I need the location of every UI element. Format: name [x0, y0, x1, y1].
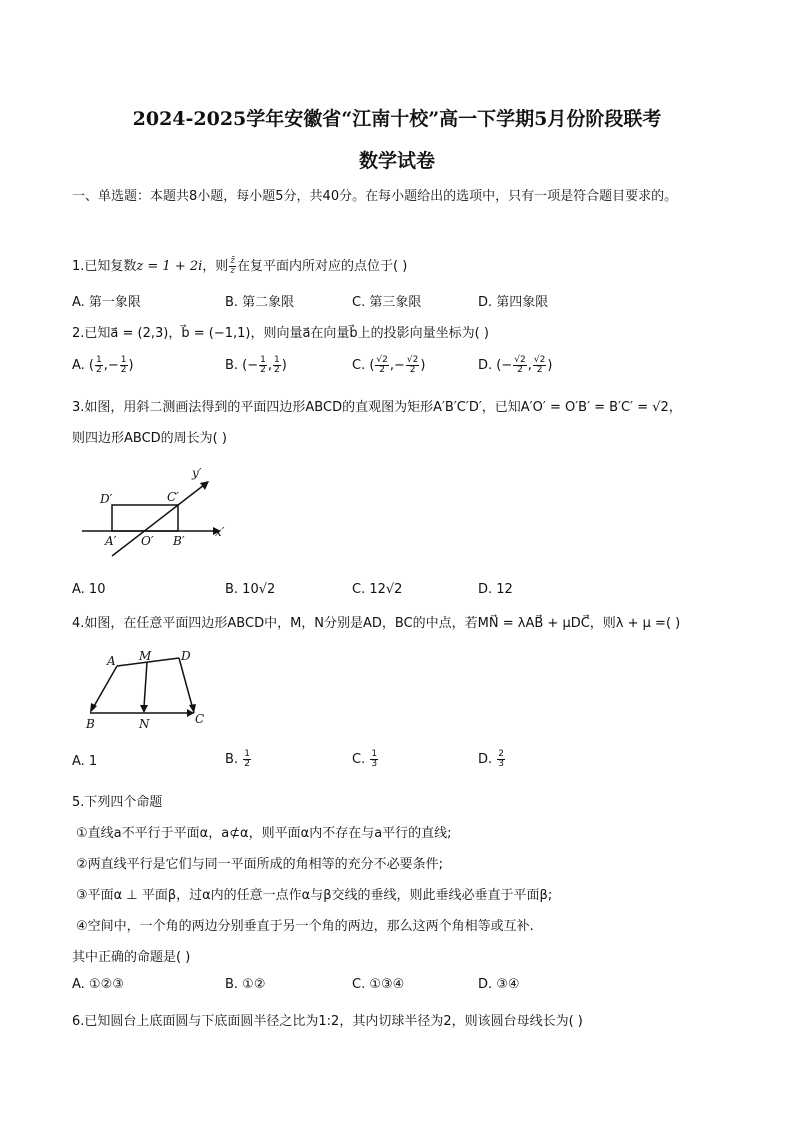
q4-option-b[interactable] [225, 750, 252, 769]
q1-fraction [229, 257, 236, 276]
frac-num: 2 [498, 749, 505, 759]
section-instructions: 一、单选题：本题共8小题，每小题5分，共40分。在每小题给出的选项中，只有一项是符合题目要求的。 [72, 189, 678, 204]
label-o: O′ [141, 534, 154, 548]
q2-option-b[interactable] [225, 356, 287, 375]
q1-stem-part: ，则 [202, 259, 229, 274]
frac-num: 1 [274, 355, 280, 365]
frac-num: 1 [244, 749, 250, 759]
frac-den: 2 [409, 365, 416, 375]
q2-frac [533, 356, 546, 375]
label-a: A′ [105, 534, 117, 548]
exam-subtitle: 数学试卷 [358, 150, 435, 172]
question-3-stem-line2: 则四边形ABCD的周长为( ) [72, 431, 227, 446]
rectangle-abcd [112, 505, 178, 531]
frac-den: 3 [498, 759, 505, 769]
q2-frac [259, 356, 267, 375]
q3-option-d[interactable]: D. 12 [478, 582, 513, 597]
q1-math: z = 1 + 2i [136, 259, 203, 274]
q1-stem-part: 在复平面内所对应的点位于( ) [237, 259, 408, 274]
q5-option-c[interactable]: C. ①③④ [352, 977, 405, 992]
q4-quadrilateral-figure [80, 643, 220, 733]
q4-frac [497, 750, 505, 769]
q2-frac [513, 356, 526, 375]
q5-statement-2: ②两直线平行是它们与同一平面所成的角相等的充分不必要条件; [76, 857, 444, 872]
q4-frac [243, 750, 251, 769]
q2-opt-sep: , [267, 358, 273, 373]
q2-frac [406, 356, 419, 375]
label-d: D′ [100, 492, 113, 506]
frac-num: 1 [260, 355, 266, 365]
label-a: A [107, 654, 116, 668]
frac-den: 2 [536, 365, 543, 375]
frac-den: 2 [244, 759, 250, 769]
q2-frac [273, 356, 281, 375]
q1-frac-num: z̄ [230, 256, 236, 266]
frac-num: 1 [96, 355, 102, 365]
q2-opt-label: A. ( [72, 358, 95, 373]
frac-den: 2 [274, 365, 280, 375]
q2-frac [120, 356, 128, 375]
mn-arrowhead [140, 705, 148, 713]
label-d: D [181, 649, 191, 663]
q3-option-b[interactable]: B. 10√2 [225, 582, 276, 597]
label-y: y′ [192, 466, 202, 480]
side-ab [93, 666, 117, 708]
label-n: N [139, 717, 150, 731]
question-1-stem [72, 255, 407, 276]
q5-option-b[interactable]: B. ①② [225, 977, 266, 992]
q2-option-c[interactable] [352, 356, 425, 375]
q5-question: 其中正确的命题是( ) [72, 950, 191, 965]
frac-den: 2 [517, 365, 523, 375]
q2-option-d[interactable] [478, 356, 552, 375]
q4-opt-label: C. [352, 752, 366, 767]
frac-den: 2 [260, 365, 266, 375]
q2-option-a[interactable] [72, 356, 134, 375]
q4-option-d[interactable] [478, 750, 506, 769]
label-m: M [139, 649, 152, 663]
q2-opt-label: B. (− [225, 358, 259, 373]
frac-num: 1 [120, 355, 127, 365]
frac-num: √2 [533, 355, 546, 365]
q2-opt-end: ) [128, 358, 134, 373]
frac-num: √2 [406, 355, 419, 365]
q4-option-a[interactable]: A. 1 [72, 754, 98, 769]
q5-option-d[interactable]: D. ③④ [478, 977, 520, 992]
label-b: B [86, 717, 95, 731]
q1-option-d[interactable]: D. 第四象限 [478, 295, 549, 310]
frac-num: √2 [376, 355, 388, 365]
ab-arrowhead [90, 703, 97, 713]
frac-den: 3 [371, 759, 378, 769]
segment-mn [144, 662, 147, 707]
q3-option-c[interactable]: C. 12√2 [352, 582, 403, 597]
q2-opt-sep: , [527, 358, 532, 373]
q5-statement-1: ①直线a不平行于平面α，a⊄α，则平面α内不存在与a平行的直线; [76, 826, 452, 841]
q2-frac [375, 356, 388, 375]
q3-option-a[interactable]: A. 10 [72, 582, 106, 597]
q2-opt-end: ) [420, 358, 426, 373]
q1-frac-den: z [230, 266, 236, 276]
q1-option-b[interactable]: B. 第二象限 [225, 295, 295, 310]
q4-frac [370, 750, 378, 769]
q4-option-c[interactable] [352, 750, 379, 769]
q1-stem-part: 1.已知复数 [72, 259, 137, 274]
label-x: x′ [215, 525, 225, 539]
question-5-stem: 5.下列四个命题 [72, 795, 163, 810]
label-c: C [195, 712, 205, 726]
q2-opt-end: ) [547, 358, 553, 373]
q2-opt-label: C. ( [352, 358, 375, 373]
q5-statement-3: ③平面α ⊥ 平面β，过α内的任意一点作α与β交线的垂线，则此垂线必垂直于平面β; [76, 888, 553, 903]
question-6-stem: 6.已知圆台上底面圆与下底面圆半径之比为1:2，其内切球半径为2，则该圆台母线长为( ) [72, 1014, 583, 1029]
q1-option-a[interactable]: A. 第一象限 [72, 295, 141, 310]
q4-opt-label: D. [478, 752, 493, 767]
q2-opt-sep: ,− [389, 358, 405, 373]
exam-title: 2024-2025学年安徽省“江南十校”高一下学期5月份阶段联考 [132, 108, 662, 130]
question-2-stem: 2.已知a⃗ = (2,3)，b⃗ = (−1,1)，则向量a⃗在向量b⃗上的投影向量坐标为( ) [72, 326, 489, 341]
frac-num: 1 [371, 749, 378, 759]
y-axis-arrowhead [200, 481, 209, 490]
q2-opt-sep: ,− [103, 358, 119, 373]
q5-option-a[interactable]: A. ①②③ [72, 977, 124, 992]
q4-opt-label: B. [225, 752, 239, 767]
y-axis-line [112, 485, 204, 556]
question-4-stem: 4.如图，在任意平面四边形ABCD中，M，N分别是AD，BC的中点，若MN⃗ = λAB⃗ + μDC⃗，则λ + μ =( ) [72, 616, 681, 631]
q1-option-c[interactable]: C. 第三象限 [352, 295, 422, 310]
q2-opt-label: D. (− [478, 358, 513, 373]
label-c: C′ [167, 490, 179, 504]
q3-oblique-figure [78, 463, 238, 563]
frac-den: 2 [379, 365, 386, 375]
q2-opt-end: ) [281, 358, 287, 373]
frac-den: 2 [120, 365, 127, 375]
question-3-stem-line1: 3.如图，用斜二测画法得到的平面四边形ABCD的直观图为矩形A′B′C′D′，已知A′O′ = O′B′ = B′C′ = √2， [72, 400, 682, 415]
q2-frac [95, 356, 103, 375]
label-b: B′ [173, 534, 185, 548]
frac-den: 2 [96, 365, 102, 375]
q5-statement-4: ④空间中，一个角的两边分别垂直于另一个角的两边，那么这两个角相等或互补. [76, 919, 534, 934]
frac-num: √2 [514, 355, 526, 365]
